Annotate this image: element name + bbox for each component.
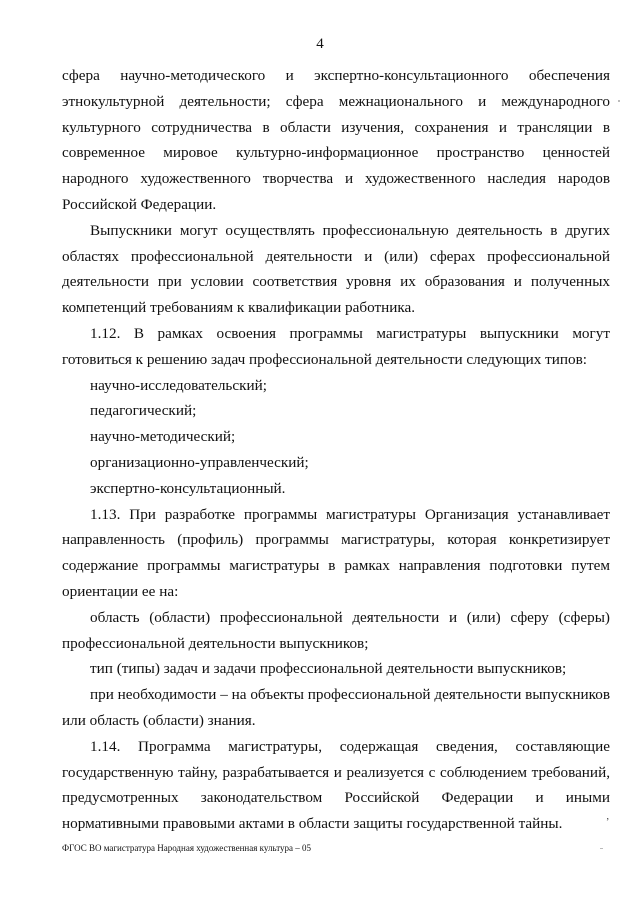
text-line: деятельности при условии соответствия уровня их образования и полученных [62, 273, 610, 291]
text-line: областях профессиональной деятельности и (или) сферах профессиональной [62, 247, 610, 265]
text-line: профессиональной деятельности выпускников; [62, 634, 369, 652]
text-line: компетенций требованиям к квалификации работника. [62, 299, 416, 317]
text-line: государственную тайну, разрабатывается и реализуется с соблюдением требований, [62, 763, 610, 781]
text-line: научно-исследовательский; [90, 376, 267, 394]
margin-mark: ʼ [606, 817, 610, 828]
text-line: или область (области) знания. [62, 712, 256, 729]
text-line: 1.14. Программа магистратуры, содержащая сведения, составляющие [90, 737, 610, 755]
text-line: нормативными правовыми актами в области защиты государственной тайны. [62, 815, 563, 833]
text-line: область (области) профессиональной деятельности и (или) сферу (сферы) [90, 608, 610, 626]
text-line: современное мировое культурно-информационное пространство ценностей [62, 144, 610, 162]
text-line: готовиться к решению задач профессиональной деятельности следующих типов: [62, 350, 588, 368]
text-line: экспертно-консультационный. [90, 479, 286, 497]
text-line: содержание программы магистратуры в рамках направления подготовки путем [62, 557, 610, 575]
text-line: предусмотренных законодательством Российской Федерации и иными [62, 789, 610, 807]
text-line: культурного сотрудничества в области изучения, сохранения и трансляции в [62, 118, 610, 136]
text-line: этнокультурной деятельности; сфера межнационального и международного [62, 92, 610, 110]
text-line: 1.13. При разработке программы магистратуры Организация устанавливает [90, 505, 610, 523]
scan-speck [618, 100, 620, 102]
text-line: ориентации ее на: [62, 583, 179, 600]
text-line: тип (типы) задач и задачи профессиональной деятельности выпускников; [90, 660, 567, 678]
text-line: при необходимости – на объекты профессиональной деятельности выпускников [90, 686, 610, 704]
page-footer: ФГОС ВО магистратура Народная художественная культура – 05 [62, 843, 312, 853]
text-line: педагогический; [90, 402, 197, 420]
text-line: направленность (профиль) программы магистратуры, которая конкретизирует [62, 531, 610, 549]
text-line: народного художественного творчества и художественного наследия народов [62, 170, 610, 188]
page-number: 4 [316, 36, 324, 52]
scan-speck [600, 848, 603, 849]
text-line: 1.12. В рамках освоения программы магистратуры выпускники могут [90, 325, 610, 342]
text-line: организационно-управленческий; [90, 454, 309, 471]
text-line: научно-методический; [90, 428, 236, 446]
text-line: Выпускники могут осуществлять профессиональную деятельность в других [90, 221, 610, 239]
text-line: Российской Федерации. [62, 196, 217, 213]
text-line: сфера научно-методического и экспертно-консультационного обеспечения [62, 67, 610, 84]
